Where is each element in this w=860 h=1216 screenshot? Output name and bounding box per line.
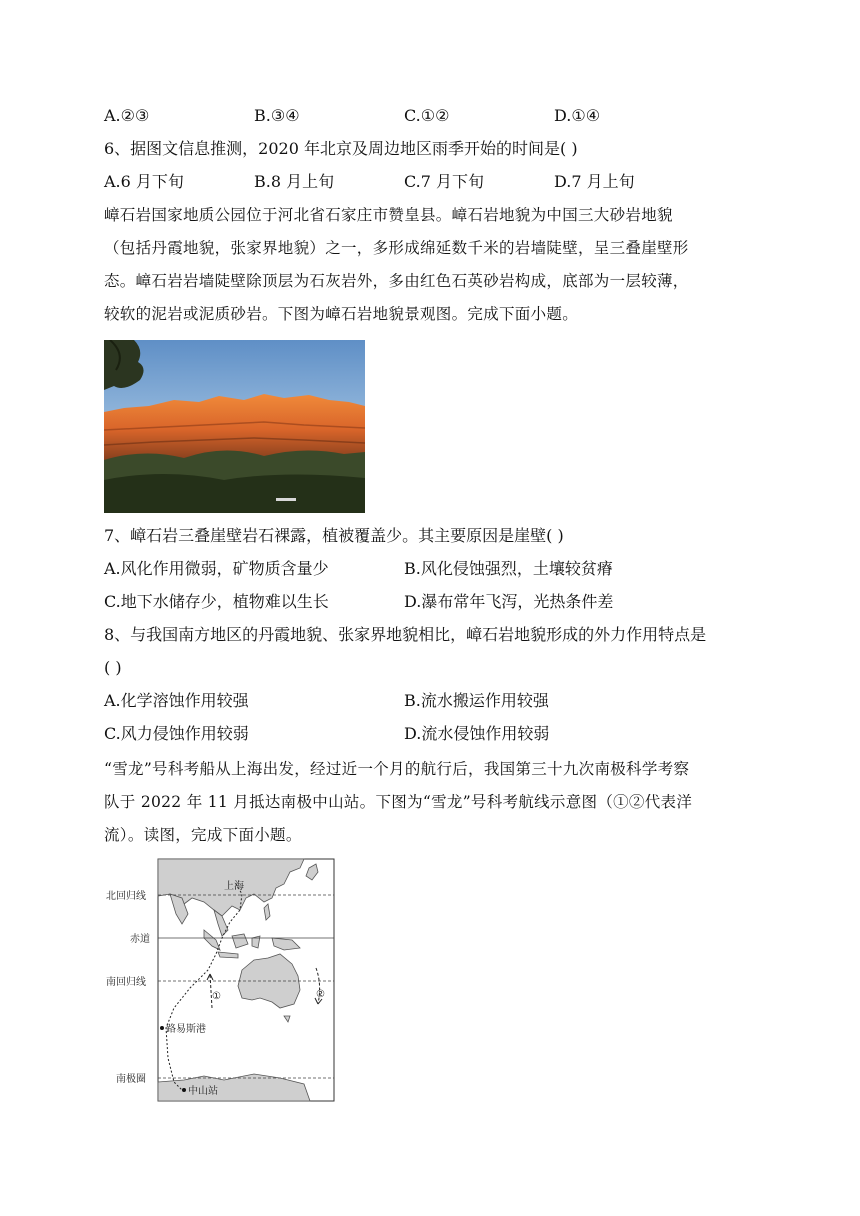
zhongshan-marker	[182, 1088, 186, 1092]
label-tropic-north: 北回归线	[106, 891, 146, 902]
q7-option-b[interactable]: B.风化侵蚀强烈，土壤较贫瘠	[404, 559, 613, 578]
q7-option-a[interactable]: A.风化作用微弱，矿物质含量少	[104, 559, 329, 578]
q6-option-d[interactable]: D.7 月上旬	[554, 172, 635, 191]
zhangshiyan-landscape-photo	[104, 340, 365, 513]
label-current-1: ①	[212, 991, 221, 1002]
passage-line: 嶂石岩国家地质公园位于河北省石家庄市赞皇县。嶂石岩地貌为中国三大砂岩地貌	[104, 206, 673, 224]
q5-option-b[interactable]: B.③④	[254, 106, 300, 125]
label-tropic-south: 南回归线	[106, 977, 146, 988]
passage-line: 队于 2022 年 11 月抵达南极中山站。下图为“雪龙”号科考航线示意图（①②代表洋	[104, 793, 693, 811]
q6-option-c[interactable]: C.7 月下旬	[404, 172, 485, 191]
q5-option-d[interactable]: D.①④	[554, 106, 601, 125]
q8-option-c[interactable]: C.风力侵蚀作用较弱	[104, 724, 249, 743]
q5-option-c[interactable]: C.①②	[404, 106, 450, 125]
q6-option-a[interactable]: A.6 月下旬	[104, 172, 184, 191]
port-louis-marker	[160, 1026, 164, 1030]
q8-stem-bracket: ( )	[104, 658, 122, 677]
label-antarctic-circle: 南极圈	[116, 1074, 146, 1085]
label-equator: 赤道	[130, 934, 150, 945]
q5-option-a[interactable]: A.②③	[104, 106, 150, 125]
q8-option-b[interactable]: B.流水搬运作用较强	[404, 691, 549, 710]
label-current-2: ②	[316, 989, 325, 1000]
q6-stem: 6、据图文信息推测，2020 年北京及周边地区雨季开始的时间是( )	[104, 139, 578, 158]
passage-line: 态。嶂石岩岩墙陡壁除顶层为石灰岩外，多由红色石英砂岩构成，底部为一层较薄，	[104, 272, 689, 290]
q8-option-a[interactable]: A.化学溶蚀作用较强	[104, 691, 249, 710]
passage-line: （包括丹霞地貌，张家界地貌）之一，多形成绵延数千米的岩墙陡壁，呈三叠崖壁形	[104, 239, 689, 257]
passage-line: “雪龙”号科考船从上海出发，经过近一个月的航行后，我国第三十九次南极科学考察	[104, 760, 690, 778]
passage-xuelong	[104, 753, 756, 852]
xuelong-route-map	[104, 858, 336, 1103]
label-shanghai: 上海	[224, 881, 244, 892]
q8-stem: 8、与我国南方地区的丹霞地貌、张家界地貌相比，嶂石岩地貌形成的外力作用特点是	[104, 625, 707, 644]
passage-zhangshiyan	[104, 199, 756, 331]
q8-option-d[interactable]: D.流水侵蚀作用较弱	[404, 724, 550, 743]
label-port-louis: 路易斯港	[166, 1024, 206, 1035]
q6-option-b[interactable]: B.8 月上旬	[254, 172, 335, 191]
label-zhongshan: 中山站	[188, 1086, 218, 1097]
passage-line: 流）。读图，完成下面小题。	[104, 826, 302, 844]
q7-option-c[interactable]: C.地下水储存少，植物难以生长	[104, 592, 329, 611]
q7-option-d[interactable]: D.瀑布常年飞泻，光热条件差	[404, 592, 614, 611]
passage-line: 较软的泥岩或泥质砂岩。下图为嶂石岩地貌景观图。完成下面小题。	[104, 305, 579, 323]
q7-stem: 7、嶂石岩三叠崖壁岩石裸露，植被覆盖少。其主要原因是崖壁( )	[104, 526, 564, 545]
